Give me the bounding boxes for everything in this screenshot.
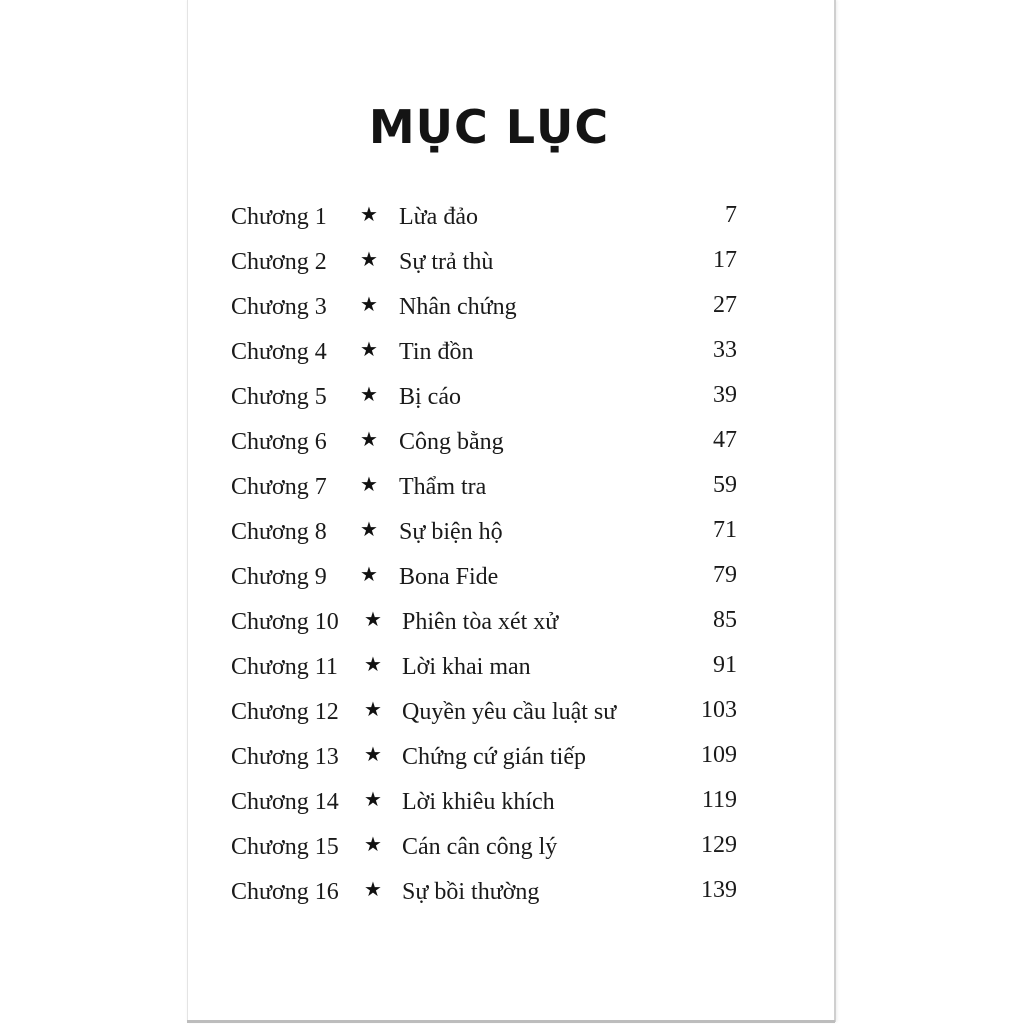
chapter-number: Chương 2 [231,249,327,275]
page-number: 129 [701,832,737,858]
chapter-number: Chương 11 [231,654,338,680]
chapter-title: Tin đồn [399,339,474,365]
chapter-title: Bona Fide [399,564,499,590]
page-number: 91 [713,652,737,678]
star-icon: ★ [360,202,378,226]
chapter-title: Thẩm tra [399,474,487,500]
toc-entry [188,781,834,826]
star-icon: ★ [364,787,382,811]
chapter-title: Quyền yêu cầu luật sư [402,699,617,725]
chapter-number: Chương 15 [231,834,339,860]
toc-entry [188,691,834,736]
chapter-number: Chương 16 [231,879,339,905]
chapter-title: Sự trả thù [399,249,494,275]
toc-entry [188,421,834,466]
chapter-title: Nhân chứng [399,294,517,320]
chapter-number: Chương 8 [231,519,327,545]
page-number: 85 [713,607,737,633]
page-number: 47 [713,427,737,453]
toc-entry [188,511,834,556]
toc-entry [188,376,834,421]
toc-entry [188,736,834,781]
star-icon: ★ [364,742,382,766]
toc-entry [188,241,834,286]
star-icon: ★ [364,697,382,721]
star-icon: ★ [364,607,382,631]
chapter-number: Chương 7 [231,474,327,500]
chapter-number: Chương 14 [231,789,339,815]
chapter-title: Chứng cứ gián tiếp [402,744,586,770]
chapter-title: Sự bồi thường [402,879,540,905]
page-number: 103 [701,697,737,723]
chapter-title: Lời khai man [402,654,531,680]
chapter-number: Chương 9 [231,564,327,590]
toc-entry [188,331,834,376]
chapter-title: Công bằng [399,429,504,455]
page-number: 109 [701,742,737,768]
star-icon: ★ [360,472,378,496]
chapter-title: Cán cân công lý [402,834,558,860]
star-icon: ★ [360,562,378,586]
chapter-title: Lời khiêu khích [402,789,555,815]
toc-entry [188,466,834,511]
book-page [187,0,836,1022]
chapter-number: Chương 4 [231,339,327,365]
chapter-number: Chương 5 [231,384,327,410]
chapter-title: Sự biện hộ [399,519,503,545]
chapter-title: Lừa đảo [399,204,478,230]
page-title: MỤC LỤC [368,100,610,154]
chapter-number: Chương 6 [231,429,327,455]
page-number: 139 [701,877,737,903]
star-icon: ★ [360,517,378,541]
star-icon: ★ [360,247,378,271]
page-number: 39 [713,382,737,408]
star-icon: ★ [360,427,378,451]
toc-entry [188,196,834,241]
page-number: 7 [725,202,737,228]
toc-entry [188,646,834,691]
toc-list [188,196,834,916]
chapter-number: Chương 10 [231,609,339,635]
star-icon: ★ [364,832,382,856]
page-number: 71 [713,517,737,543]
chapter-title: Phiên tòa xét xử [402,609,559,635]
chapter-number: Chương 1 [231,204,327,230]
toc-entry [188,826,834,871]
toc-entry [188,556,834,601]
page-number: 119 [701,787,737,813]
star-icon: ★ [360,337,378,361]
star-icon: ★ [364,652,382,676]
chapter-title: Bị cáo [399,384,461,410]
star-icon: ★ [360,292,378,316]
page-number: 17 [713,247,737,273]
page-number: 79 [713,562,737,588]
chapter-number: Chương 3 [231,294,327,320]
page-bottom-edge [187,1020,835,1023]
page-number: 27 [713,292,737,318]
star-icon: ★ [360,382,378,406]
chapter-number: Chương 12 [231,699,339,725]
toc-entry [188,601,834,646]
star-icon: ★ [364,877,382,901]
toc-entry [188,871,834,916]
chapter-number: Chương 13 [231,744,339,770]
page-number: 59 [713,472,737,498]
page-number: 33 [713,337,737,363]
toc-entry [188,286,834,331]
